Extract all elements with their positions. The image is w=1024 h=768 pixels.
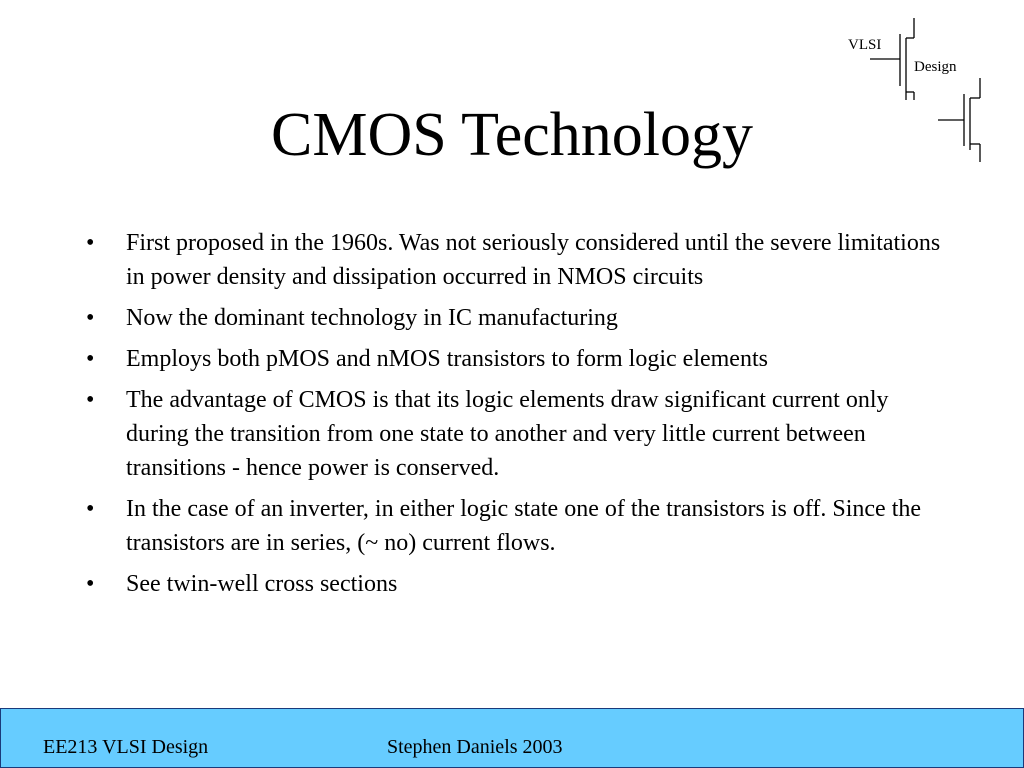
bullet-icon: • xyxy=(86,571,95,597)
logo-design-text: Design xyxy=(914,59,957,75)
bullet-text: Employs both pMOS and nMOS transistors to form logic elements xyxy=(126,346,768,372)
bullet-item xyxy=(86,567,946,601)
footer-course-name: EE213 VLSI Design xyxy=(43,736,209,758)
footer-author: Stephen Daniels 2003 xyxy=(387,736,563,758)
bullet-item xyxy=(86,342,946,376)
bullet-icon: • xyxy=(86,346,95,372)
bullet-text: Now the dominant technology in IC manufacturing xyxy=(126,305,618,331)
bullet-text: First proposed in the 1960s. Was not seriously considered until the severe limitations in power density and dissipation occurred in NMOS circuits xyxy=(126,230,941,290)
bullet-item xyxy=(86,301,946,335)
bullet-icon: • xyxy=(86,305,95,331)
bullet-icon: • xyxy=(86,230,95,256)
bullet-item xyxy=(86,383,946,485)
bullet-icon: • xyxy=(86,387,95,413)
bullet-list xyxy=(86,226,946,608)
bullet-item xyxy=(86,492,946,560)
logo-vlsi-text: VLSI xyxy=(848,37,882,53)
bullet-icon: • xyxy=(86,496,95,522)
slide-footer xyxy=(0,708,1024,768)
slide-title: CMOS Technology xyxy=(271,101,753,169)
bullet-text: The advantage of CMOS is that its logic elements draw significant current only during the transition from one state to another and very little current between transitions - hence power is conserved. xyxy=(126,387,889,481)
bullet-text: See twin-well cross sections xyxy=(126,571,398,597)
bullet-text: In the case of an inverter, in either logic state one of the transistors is off. Since the transistors are in series, (~ no) current flows. xyxy=(126,496,922,556)
bullet-item xyxy=(86,226,946,294)
